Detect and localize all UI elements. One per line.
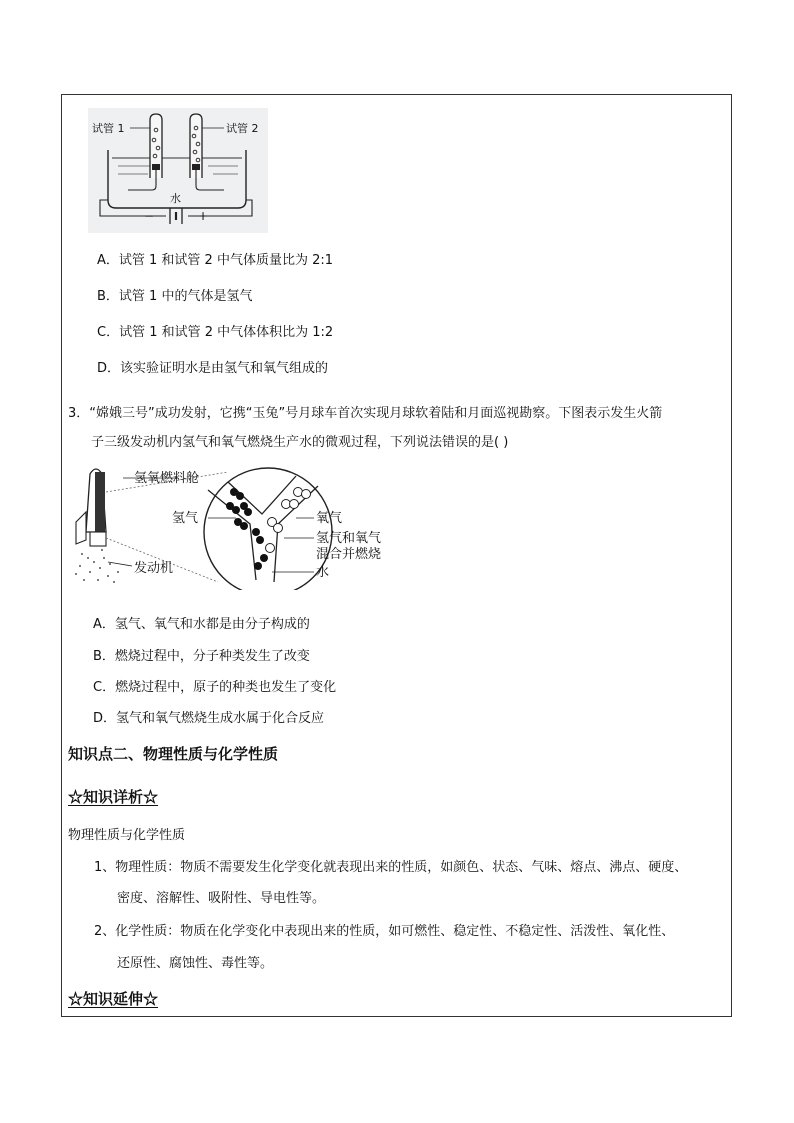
label-hydrogen: 氢气 [172, 511, 199, 526]
extension-heading: ☆知识延伸☆ [68, 990, 159, 1008]
q3-option-d: D．氢气和氧气燃烧生成水属于化合反应 [93, 711, 325, 726]
label-oxygen: 氧气 [316, 511, 343, 526]
q3-option-a: A．氢气、氧气和水都是由分子构成的 [93, 617, 310, 632]
topic-line: 物理性质与化学性质 [68, 828, 186, 843]
q2-option-b: B．试管 1 中的气体是氢气 [97, 289, 253, 304]
plus-label: + [198, 209, 209, 223]
section-title: 知识点二、物理性质与化学性质 [68, 745, 279, 763]
point2-line2: 还原性、腐蚀性、毒性等。 [117, 956, 274, 971]
point1-line2: 密度、溶解性、吸附性、导电性等。 [117, 891, 326, 906]
label-water: 水 [316, 565, 330, 580]
label-mix-line1: 氢气和氧气 [316, 531, 382, 546]
label-engine: 发动机 [134, 561, 174, 576]
label-fuel-cabin: 氢氧燃料舱 [134, 471, 200, 486]
tube2-label: 试管 2 [226, 122, 259, 135]
minus-label: − [144, 209, 155, 223]
q3-stem-line2: 子三级发动机内氢气和氧气燃烧生产水的微观过程，下列说法错误的是( ) [91, 435, 509, 450]
label-mix-line2: 混合并燃烧 [316, 547, 382, 562]
q2-option-d: D．该实验证明水是由氢气和氧气组成的 [97, 361, 329, 376]
rocket-combustion-figure [68, 462, 398, 590]
q3-option-c: C．燃烧过程中，原子的种类也发生了变化 [93, 680, 337, 695]
water-label: 水 [170, 192, 181, 205]
q3-stem-line1: 3．“嫦娥三号”成功发射，它携“玉兔”号月球车首次实现月球软着陆和月面巡视勘察。下图表示发生火箭 [68, 406, 663, 421]
q3-option-b: B．燃烧过程中，分子种类发生了改变 [93, 649, 310, 664]
point1-line1: 1、物理性质：物质不需要发生化学变化就表现出来的性质，如颜色、状态、气味、熔点、沸点、硬度、 [94, 860, 688, 875]
q2-option-a: A．试管 1 和试管 2 中气体质量比为 2:1 [97, 253, 334, 268]
analysis-heading: ☆知识详析☆ [68, 788, 159, 806]
q2-option-c: C．试管 1 和试管 2 中气体体积比为 1:2 [97, 325, 334, 340]
tube1-label: 试管 1 [92, 122, 125, 135]
electrolysis-figure [88, 108, 268, 233]
point2-line1: 2、化学性质：物质在化学变化中表现出来的性质，如可燃性、稳定性、不稳定性、活泼性、氧化性、 [94, 924, 675, 939]
